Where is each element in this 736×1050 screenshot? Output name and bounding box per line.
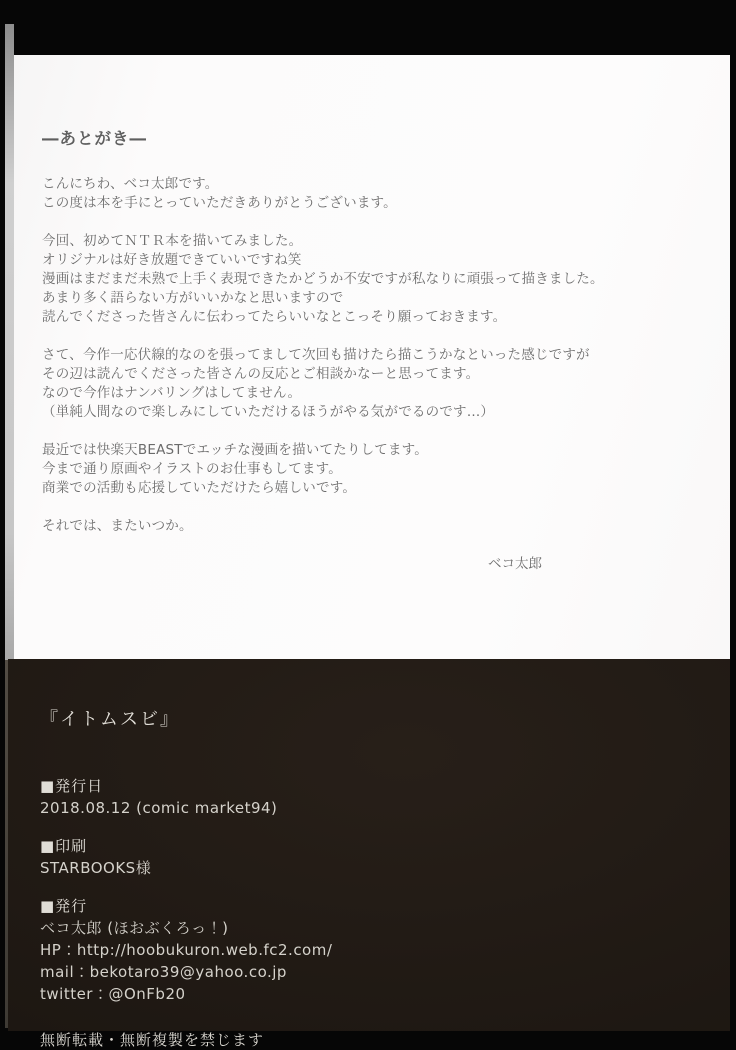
- afterword-paragraph: [42, 175, 690, 213]
- colophon-section-publish-date: [40, 775, 690, 819]
- text-line: 商業での活動も応援していただけたら嬉しいです。: [42, 480, 357, 496]
- afterword-paragraph: [42, 346, 690, 422]
- publisher-circle: ベコ太郎 (ほおぶくろっ！): [40, 919, 229, 937]
- afterword-paragraph: [42, 232, 690, 327]
- text-line: オリジナルは好き放題できていいですね笑: [42, 252, 302, 268]
- colophon-section-printer: [40, 835, 690, 879]
- text-line: 読んでくださった皆さんに伝わってたらいいなとこっそり願っておきます。: [42, 309, 507, 325]
- author-signature: ベコ太郎: [488, 556, 542, 572]
- text-line: こんにちわ、ベコ太郎です。: [42, 176, 219, 192]
- text-line: それでは、またいつか。: [42, 518, 193, 534]
- book-title: 『イトムスビ』: [40, 709, 180, 730]
- homepage-url: HP：http://hoobukuron.web.fc2.com/: [40, 941, 333, 959]
- afterword-paragraph: [42, 517, 690, 536]
- section-label: ■発行日: [40, 777, 104, 795]
- section-label: ■印刷: [40, 837, 88, 855]
- text-line: さて、今作一応伏線的なのを張ってまして次回も描けたら描こうかなといった感じですが: [42, 347, 590, 363]
- text-line: この度は本を手にとっていただきありがとうございます。: [42, 195, 397, 211]
- text-line: （単純人間なので楽しみにしていただけるほうがやる気がでるのです…）: [42, 404, 495, 420]
- twitter-handle: twitter：@OnFb20: [40, 985, 186, 1003]
- afterword-page: [14, 55, 730, 659]
- afterword-paragraph: [42, 441, 690, 498]
- copyright-notice: 無断転載・無断複製を禁じます: [40, 1031, 265, 1049]
- colophon: [8, 659, 730, 1049]
- mail-address: mail：bekotaro39@yahoo.co.jp: [40, 963, 287, 981]
- text-line: 漫画はまだまだ未熟で上手く表現できたかどうか不安ですが私なりに頑張って描きました。: [42, 271, 604, 287]
- afterword-heading: ―あとがき―: [42, 129, 147, 148]
- text-line: あまり多く語らない方がいいかなと思いますので: [42, 290, 344, 306]
- text-line: なので今作はナンバリングはしてません。: [42, 385, 302, 401]
- text-line: 今回、初めてＮＴＲ本を描いてみました。: [42, 233, 303, 249]
- scan-edge-strip: [5, 24, 14, 660]
- text-line: 最近では快楽天BEASTでエッチな漫画を描いてたりしてます。: [42, 442, 428, 458]
- section-label: ■発行: [40, 897, 88, 915]
- colophon-section-publisher: [40, 895, 690, 1005]
- text-line: その辺は読んでくださった皆さんの反応とご相談かなーと思ってます。: [42, 366, 480, 382]
- publish-date: 2018.08.12 (comic market94): [40, 799, 278, 817]
- text-line: 今まで通り原画やイラストのお仕事もしてます。: [42, 461, 342, 477]
- printer-name: STARBOOKS様: [40, 859, 152, 877]
